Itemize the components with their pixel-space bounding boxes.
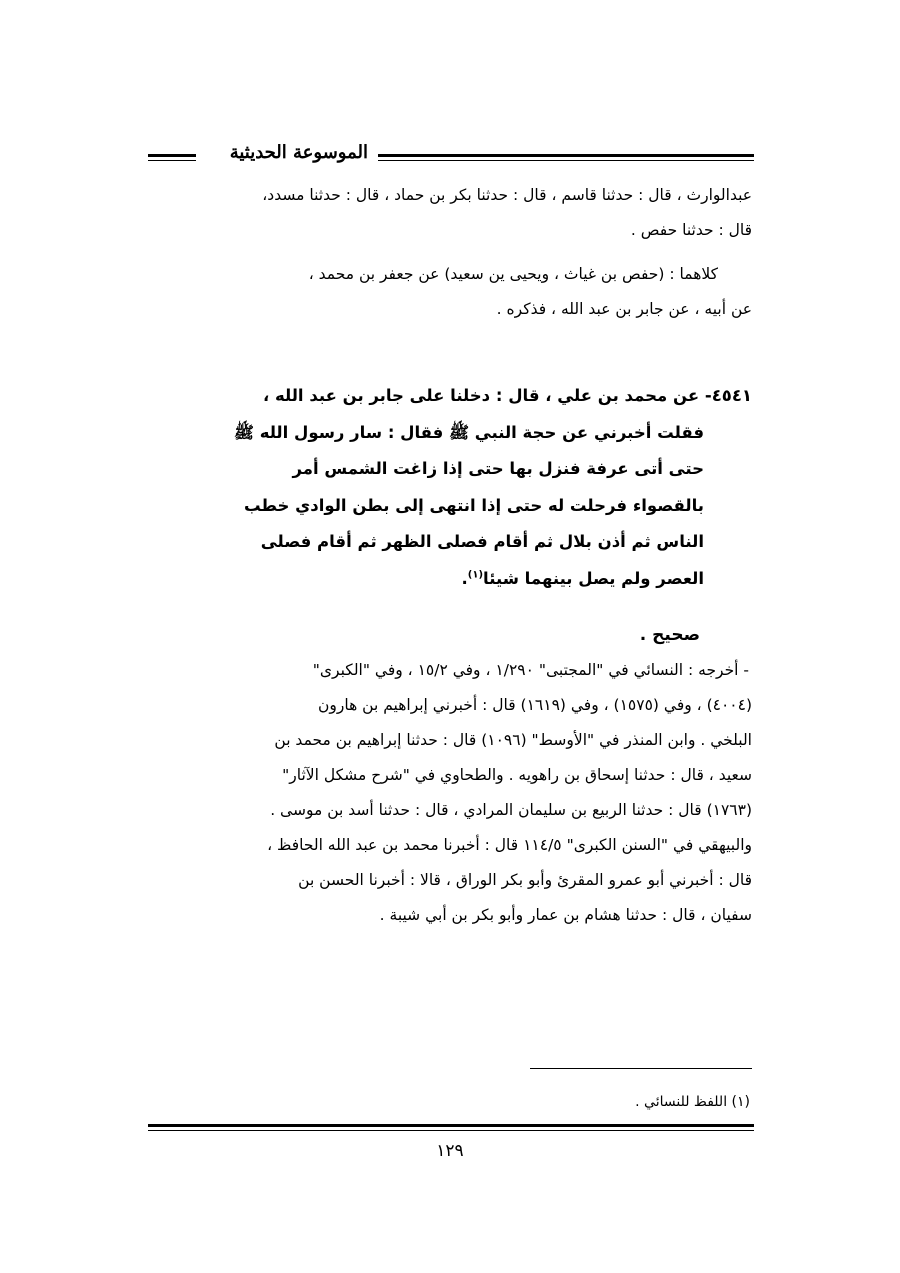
hadith-line: فقلت أخبرني عن حجة النبي ﷺ فقال : سار رسول الله ﷺ (234, 422, 704, 442)
chain-note-paragraph (146, 257, 752, 327)
grade-label: صحيح . (639, 625, 700, 645)
footer-rule (148, 1124, 754, 1131)
hadith-line: ٤٥٤١- عن محمد بن علي ، قال : دخلنا على جابر بن عبد الله ، (262, 386, 752, 405)
footnote-separator (530, 1068, 752, 1069)
takhrij-line: (١٧٦٣) قال : حدثنا الربيع بن سليمان المرادي ، قال : حدثنا أسد بن موسى . (270, 801, 752, 819)
footnote-marker: (١) (467, 569, 484, 580)
note-line: عن أبيه ، عن جابر بن عبد الله ، فذكره . (496, 300, 752, 318)
intro-paragraph (146, 178, 752, 248)
takhrij-line: سفيان ، قال : حدثنا هشام بن عمار وأبو بكر بن أبي شيبة . (379, 906, 752, 924)
hadith-end-punct: . (461, 568, 468, 588)
note-line: كلاهما : (حفص بن غياث ، ويحيى ين سعيد) عن جعفر بن محمد ، (308, 265, 718, 283)
header-title: الموسوعة الحديثية (229, 142, 368, 163)
hadith-last-line (146, 561, 752, 598)
takhrij-line: سعيد ، قال : حدثنا إسحاق بن راهويه . والطحاوي في "شرح مشكل الآثار" (282, 766, 752, 784)
intro-line: عبدالوارث ، قال : حدثنا قاسم ، قال : حدثنا بكر بن حماد ، قال : حدثنا مسدد، (262, 186, 752, 204)
intro-line: قال : حدثنا حفص . (630, 221, 752, 239)
takhrij-line: قال : أخبرني أبو عمرو المقرئ وأبو بكر الوراق ، قالا : أخبرنا الحسن بن (298, 871, 752, 889)
header-rule-right (378, 154, 754, 161)
takhrij-paragraph (146, 653, 752, 933)
header-rule-left (148, 154, 196, 161)
takhrij-line: البلخي . وابن المنذر في "الأوسط" (١٠٩٦) قال : حدثنا إبراهيم بن محمد بن (274, 731, 752, 749)
hadith-line: الناس ثم أذن بلال ثم أقام فصلى الظهر ثم أقام فصلى (260, 532, 704, 551)
takhrij-line: والبيهقي في "السنن الكبرى" ١١٤/٥ قال : أخبرنا محمد بن عبد الله الحافظ ، (267, 836, 752, 854)
hadith-text (146, 378, 752, 597)
hadith-line: بالقصواء فرحلت له حتى إذا انتهى إلى بطن الوادي خطب (243, 495, 704, 515)
takhrij-line: (٤٠٠٤) ، وفي (١٥٧٥) ، وفي (١٦١٩) قال : أخبرني إبراهيم بن هارون (318, 696, 752, 714)
hadith-line: العصر ولم يصل بينهما شيئا (483, 568, 704, 588)
takhrij-line: - أخرجه : النسائي في "المجتبى" ١/٢٩٠ ، وفي ١٥/٢ ، وفي "الكبرى" (312, 661, 749, 679)
running-header (148, 138, 754, 174)
hadith-line: حتى أتى عرفة فنزل بها حتى إذا زاغت الشمس أمر (292, 459, 704, 478)
page-number: ١٢٩ (436, 1141, 464, 1161)
footnote-text: (١) اللفظ للنسائي . (635, 1094, 750, 1110)
